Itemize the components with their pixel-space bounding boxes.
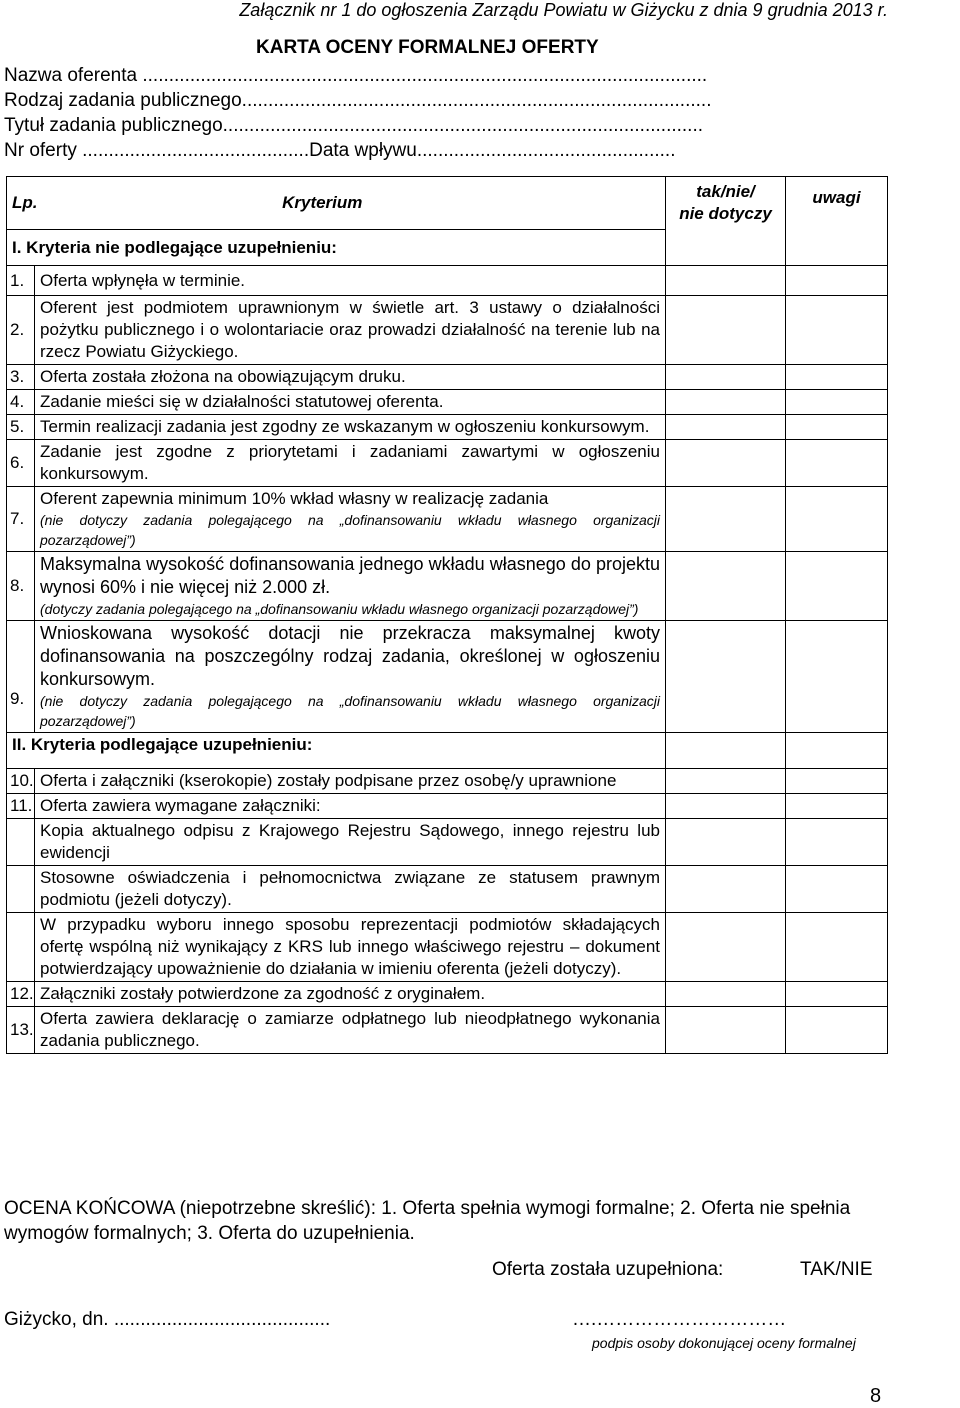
criterion-text: Oferta i załączniki (kserokopie) zostały podpisane przez osobę/y uprawnione — [35, 769, 666, 794]
row-number — [7, 819, 35, 866]
answer-cell[interactable] — [666, 982, 786, 1007]
criterion-text: Kopia aktualnego odpisu z Krajowego Rejestru Sądowego, innego rejestru lub ewidencji — [35, 819, 666, 866]
criterion-text: Zadanie jest zgodne z priorytetami i zadaniami zawartymi w ogłoszeniu konkursowym. — [35, 440, 666, 487]
section-2-row — [7, 733, 888, 769]
page-number: 8 — [870, 1385, 882, 1407]
answer-cell[interactable] — [666, 819, 786, 866]
row-number: 13. — [7, 1007, 35, 1054]
remarks-cell[interactable] — [786, 415, 888, 440]
remarks-cell[interactable] — [786, 440, 888, 487]
answer-cell — [666, 733, 786, 769]
remarks-cell[interactable] — [786, 982, 888, 1007]
row-number: 11. — [7, 794, 35, 819]
section-2-title: II. Kryteria podlegające uzupełnieniu: — [7, 733, 666, 769]
row-number: 8. — [7, 552, 35, 621]
criterion-text: Oferent jest podmiotem uprawnionym w świetle art. 3 ustawy o działalności pożytku publicznego i o wolontariacie oraz prowadzi działalność na terenie lub na rzecz Powiatu Giżyckiego. — [35, 296, 666, 365]
answer-cell[interactable] — [666, 266, 786, 296]
table-row — [7, 621, 888, 733]
row-number: 1. — [7, 266, 35, 296]
remarks-cell[interactable] — [786, 266, 888, 296]
answer-cell[interactable] — [666, 913, 786, 982]
meta-nazwa: Nazwa oferenta ........................................................................................................... — [4, 65, 708, 86]
table-row — [7, 390, 888, 415]
remarks-cell[interactable] — [786, 769, 888, 794]
answer-cell[interactable] — [666, 365, 786, 390]
col-tak-nie: tak/nie/ nie dotyczy — [666, 177, 786, 266]
section-1-title: I. Kryteria nie podlegające uzupełnieniu: — [7, 230, 666, 266]
table-row — [7, 266, 888, 296]
remarks-cell — [786, 733, 888, 769]
criterion-note: (nie dotyczy zadania polegającego na „dofinansowaniu wkładu własnego organizacji pozarządowej”) — [40, 693, 660, 729]
answer-cell[interactable] — [666, 769, 786, 794]
meta-nr-data: Nr oferty ...........................................Data wpływu................................................. — [4, 140, 676, 161]
answer-cell[interactable] — [666, 1007, 786, 1054]
row-number: 10. — [7, 769, 35, 794]
criterion-text: Zadanie mieści się w działalności statutowej oferenta. — [35, 390, 666, 415]
remarks-cell[interactable] — [786, 552, 888, 621]
col-kryterium: Kryterium — [35, 177, 666, 230]
answer-cell[interactable] — [666, 415, 786, 440]
criterion-text: Oferta została złożona na obowiązującym druku. — [35, 365, 666, 390]
table-row — [7, 552, 888, 621]
offer-metadata — [4, 63, 711, 163]
answer-cell[interactable] — [666, 866, 786, 913]
table-row — [7, 415, 888, 440]
criterion-text: Oferent zapewnia minimum 10% wkład własny w realizację zadania — [40, 489, 549, 508]
answer-cell[interactable] — [666, 794, 786, 819]
remarks-cell[interactable] — [786, 819, 888, 866]
meta-rodzaj: Rodzaj zadania publicznego......................................................................................... — [4, 90, 712, 111]
remarks-cell[interactable] — [786, 913, 888, 982]
table-row — [7, 982, 888, 1007]
table-row — [7, 1007, 888, 1054]
criterion-note: (dotyczy zadania polegającego na „dofinansowaniu wkładu własnego organizacji pozarządowej”) — [40, 601, 639, 617]
place-date: Giżycko, dn. ......................................... — [4, 1309, 331, 1330]
row-number: 4. — [7, 390, 35, 415]
remarks-cell[interactable] — [786, 866, 888, 913]
remarks-cell[interactable] — [786, 794, 888, 819]
table-row — [7, 365, 888, 390]
meta-tytul: Tytuł zadania publicznego........................................................................................... — [4, 115, 704, 136]
row-number: 5. — [7, 415, 35, 440]
col-uwagi: uwagi — [786, 177, 888, 266]
remarks-cell[interactable] — [786, 621, 888, 733]
remarks-cell[interactable] — [786, 1007, 888, 1054]
criterion-note: (nie dotyczy zadania polegającego na „dofinansowaniu wkładu własnego organizacji pozarządowej”) — [40, 512, 660, 548]
table-row — [7, 913, 888, 982]
row-number: 12. — [7, 982, 35, 1007]
criterion-text: Wnioskowana wysokość dotacji nie przekracza maksymalnej kwoty dofinansowania na poszczególny rodzaj zadania, określonej w ogłoszeniu konkursowym. — [40, 623, 660, 689]
answer-cell[interactable] — [666, 487, 786, 552]
criterion-text: Termin realizacji zadania jest zgodny ze wskazanym w ogłoszeniu konkursowym. — [35, 415, 666, 440]
remarks-cell[interactable] — [786, 296, 888, 365]
remarks-cell[interactable] — [786, 487, 888, 552]
table-row — [7, 866, 888, 913]
table-row — [7, 487, 888, 552]
supplemented-value[interactable]: TAK/NIE — [800, 1259, 873, 1280]
table-header-row — [7, 177, 888, 230]
row-number: 9. — [7, 621, 35, 733]
table-row — [7, 296, 888, 365]
final-assessment: OCENA KOŃCOWA (niepotrzebne skreślić): 1. Oferta spełnia wymogi formalne; 2. Oferta nie spełnia wymogów formalnych; 3. Oferta do uzupełnienia. — [4, 1198, 851, 1244]
answer-cell[interactable] — [666, 552, 786, 621]
supplemented-label: Oferta została uzupełniona: — [492, 1259, 724, 1280]
document-title: KARTA OCENY FORMALNEJ OFERTY — [256, 37, 599, 58]
col-lp: Lp. — [7, 177, 35, 230]
answer-cell[interactable] — [666, 390, 786, 415]
answer-cell[interactable] — [666, 621, 786, 733]
remarks-cell[interactable] — [786, 365, 888, 390]
answer-cell[interactable] — [666, 296, 786, 365]
criterion-text: Oferta zawiera wymagane załączniki: — [35, 794, 666, 819]
criterion-text: Oferta wpłynęła w terminie. — [35, 266, 666, 296]
table-row — [7, 769, 888, 794]
criterion-text: W przypadku wyboru innego sposobu reprezentacji podmiotów składających ofertę wspólną niż wynikający z KRS lub innego właściwego rejestru – dokument potwierdzający upoważnienie do działania w imieniu oferenta (jeżeli dotyczy). — [35, 913, 666, 982]
criterion-text: Stosowne oświadczenia i pełnomocnictwa związane ze statusem prawnym podmiotu (jeżeli dotyczy). — [35, 866, 666, 913]
header-note: Załącznik nr 1 do ogłoszenia Zarządu Powiatu w Giżycku z dnia 9 grudnia 2013 r. — [239, 0, 888, 20]
answer-cell[interactable] — [666, 440, 786, 487]
signature-label: podpis osoby dokonującej oceny formalnej — [592, 1335, 856, 1351]
row-number — [7, 913, 35, 982]
table-row — [7, 794, 888, 819]
row-number: 6. — [7, 440, 35, 487]
remarks-cell[interactable] — [786, 390, 888, 415]
criterion-text: Załączniki zostały potwierdzone za zgodność z oryginałem. — [35, 982, 666, 1007]
criterion-text: Maksymalna wysokość dofinansowania jednego wkładu własnego do projektu wynosi 60% i nie więcej niż 2.000 zł. — [40, 554, 660, 597]
table-row — [7, 440, 888, 487]
criteria-table — [6, 176, 888, 1054]
row-number: 7. — [7, 487, 35, 552]
table-row — [7, 819, 888, 866]
signature-line: ….………………………… — [572, 1309, 787, 1330]
row-number: 2. — [7, 296, 35, 365]
row-number — [7, 866, 35, 913]
row-number: 3. — [7, 365, 35, 390]
criterion-text: Oferta zawiera deklarację o zamiarze odpłatnego lub nieodpłatnego wykonania zadania publicznego. — [35, 1007, 666, 1054]
